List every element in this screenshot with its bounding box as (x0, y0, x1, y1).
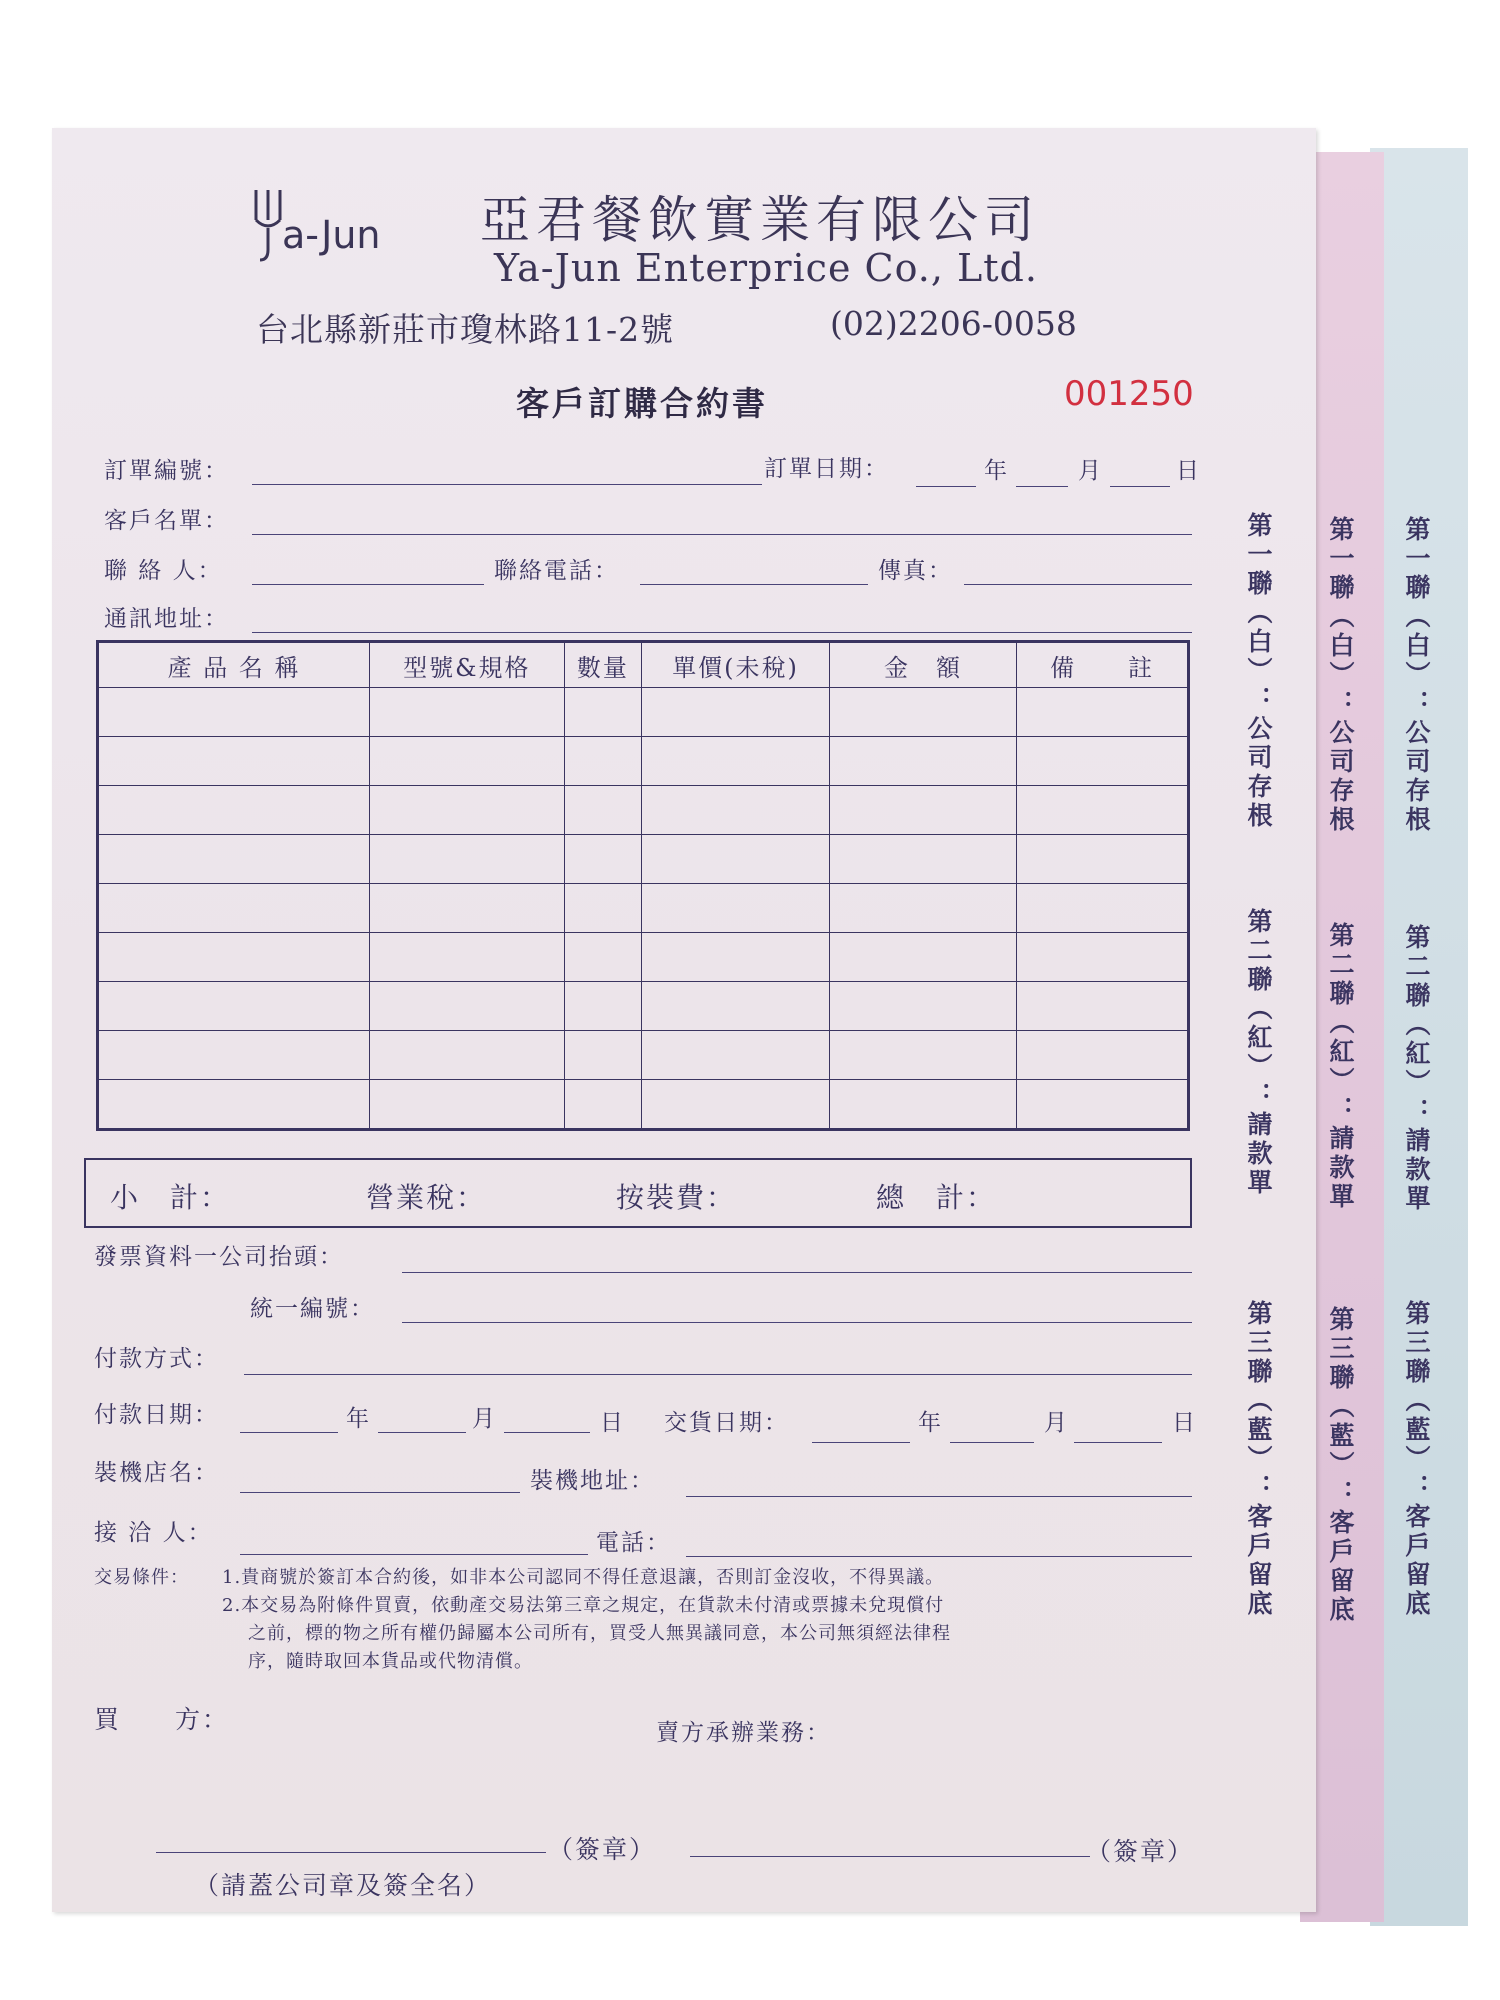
terms-item-2-line-3: 序，隨時取回本貨品或代物清償。 (248, 1651, 533, 1672)
table-cell[interactable] (564, 835, 642, 884)
month-label: 月 (1078, 458, 1103, 484)
totals-box (84, 1158, 1192, 1228)
fax-label: 傳真： (878, 558, 953, 584)
table-cell[interactable] (642, 884, 829, 933)
address-label: 通訊地址： (104, 606, 229, 632)
table-cell[interactable] (98, 737, 370, 786)
order-no-label: 訂單編號： (104, 458, 229, 484)
install-store-field[interactable] (240, 1492, 520, 1493)
company-name-cn: 亞君餐飲實業有限公司 (480, 191, 1040, 249)
logo-text: a-Jun (282, 213, 381, 257)
table-cell[interactable] (829, 835, 1017, 884)
company-phone: (02)2206-0058 (830, 304, 1077, 343)
table-cell[interactable] (829, 1031, 1017, 1080)
table-cell[interactable] (564, 1080, 642, 1130)
table-cell[interactable] (1017, 1031, 1189, 1080)
install-phone-label: 電話： (596, 1530, 671, 1556)
table-row (98, 737, 1189, 786)
delivery-month-field[interactable] (950, 1442, 1034, 1443)
serial-number: 001250 (1064, 374, 1194, 414)
table-cell[interactable] (98, 688, 370, 737)
items-table (96, 640, 1190, 1131)
install-address-field[interactable] (686, 1496, 1192, 1497)
table-cell[interactable] (98, 1031, 370, 1080)
table-cell[interactable] (370, 982, 564, 1031)
table-cell[interactable] (829, 982, 1017, 1031)
buyer-signature-line[interactable] (156, 1852, 546, 1853)
table-cell[interactable] (1017, 982, 1189, 1031)
customer-label: 客戶名單： (104, 508, 229, 534)
invoice-company-label: 發票資料一公司抬頭： (94, 1244, 344, 1270)
table-cell[interactable] (370, 737, 564, 786)
order-date-day-field[interactable] (1110, 486, 1170, 487)
table-cell[interactable] (829, 786, 1017, 835)
table-cell[interactable] (564, 884, 642, 933)
table-cell[interactable] (370, 688, 564, 737)
table-header-row (98, 642, 1189, 688)
delivery-date-label: 交貨日期： (664, 1410, 789, 1436)
table-cell[interactable] (370, 1031, 564, 1080)
table-cell[interactable] (1017, 688, 1189, 737)
table-cell[interactable] (642, 1031, 829, 1080)
table-cell[interactable] (1017, 933, 1189, 982)
company-address: 台北縣新莊市瓊林路11-2號 (256, 310, 675, 349)
terms-item-2-line-2: 之前，標的物之所有權仍歸屬本公司所有，買受人無異議同意，本公司無須經法律程 (248, 1623, 951, 1644)
order-no-field[interactable] (252, 484, 762, 485)
table-cell[interactable] (98, 835, 370, 884)
delivery-day-label: 日 (1172, 1410, 1197, 1436)
table-cell[interactable] (98, 982, 370, 1031)
table-cell[interactable] (564, 982, 642, 1031)
delivery-year-label: 年 (918, 1410, 943, 1436)
payment-date-label: 付款日期： (94, 1402, 219, 1428)
table-row (98, 884, 1189, 933)
table-row (98, 835, 1189, 884)
table-cell[interactable] (642, 786, 829, 835)
form-title: 客戶訂購合約書 (516, 384, 768, 423)
copy1-note-main: 第一聯（白）：公司存根 (1244, 512, 1273, 831)
contact-label: 聯 絡 人： (104, 558, 223, 584)
copy2-note-pink: 第二聯（紅）：請款單 (1326, 922, 1355, 1212)
payment-year-label: 年 (346, 1406, 371, 1432)
table-cell[interactable] (642, 982, 829, 1031)
install-fee-label: 按裝費： (616, 1181, 737, 1214)
payment-month-label: 月 (472, 1406, 497, 1432)
table-cell[interactable] (564, 1031, 642, 1080)
seller-label: 賣方承辦業務： (656, 1720, 831, 1746)
col-quantity: 數量 (564, 642, 642, 688)
terms-item-2-line-1: 2.本交易為附條件買賣，依動產交易法第三章之規定，在貨款未付清或票據未兌現償付 (222, 1595, 945, 1616)
customer-field[interactable] (252, 534, 1192, 535)
table-row (98, 982, 1189, 1031)
table-cell[interactable] (564, 933, 642, 982)
tax-id-label: 統一編號： (250, 1296, 375, 1322)
company-logo (246, 180, 446, 270)
order-date-label: 訂單日期： (764, 456, 889, 482)
col-product-name: 產 品 名 稱 (98, 642, 370, 688)
table-cell[interactable] (370, 1080, 564, 1130)
copy1-note-blue: 第一聯（白）：公司存根 (1402, 516, 1431, 835)
copy3-note-main: 第三聯（藍）：客戶留底 (1244, 1300, 1273, 1619)
total-label: 總 計： (876, 1181, 997, 1214)
payment-method-field[interactable] (244, 1374, 1192, 1375)
contact-phone-label: 聯絡電話： (494, 558, 619, 584)
buyer-label: 買 方： (94, 1705, 230, 1734)
table-row (98, 786, 1189, 835)
table-cell[interactable] (370, 835, 564, 884)
table-cell[interactable] (370, 786, 564, 835)
table-row (98, 1080, 1189, 1130)
col-amount: 金 額 (829, 642, 1017, 688)
table-cell[interactable] (98, 884, 370, 933)
table-cell[interactable] (642, 737, 829, 786)
year-label: 年 (984, 458, 1009, 484)
table-cell[interactable] (98, 933, 370, 982)
delivery-year-field[interactable] (812, 1442, 910, 1443)
address-field[interactable] (252, 632, 1192, 633)
table-cell[interactable] (642, 835, 829, 884)
tax-id-field[interactable] (402, 1322, 1192, 1323)
copy1-note-pink: 第一聯（白）：公司存根 (1326, 516, 1355, 835)
table-cell[interactable] (564, 786, 642, 835)
table-cell[interactable] (370, 933, 564, 982)
seller-signature-line[interactable] (690, 1856, 1090, 1857)
table-cell[interactable] (1017, 1080, 1189, 1130)
table-cell[interactable] (829, 737, 1017, 786)
col-model-spec: 型號&規格 (370, 642, 564, 688)
terms-label: 交易條件： (94, 1567, 189, 1588)
col-unit-price: 單價(未稅) (642, 642, 829, 688)
table-cell[interactable] (829, 884, 1017, 933)
col-remarks: 備 註 (1017, 642, 1189, 688)
table-cell[interactable] (564, 688, 642, 737)
install-address-label: 裝機地址： (530, 1468, 655, 1494)
contact-person-label: 接 洽 人： (94, 1520, 213, 1546)
subtotal-label: 小 計： (110, 1181, 231, 1214)
table-cell[interactable] (642, 933, 829, 982)
order-date-year-field[interactable] (916, 486, 976, 487)
contact-person-field[interactable] (240, 1554, 588, 1555)
buyer-sign-label: （簽章） (548, 1835, 657, 1864)
table-cell[interactable] (98, 1080, 370, 1130)
payment-year-field[interactable] (240, 1432, 338, 1433)
day-label: 日 (1176, 458, 1201, 484)
table-cell[interactable] (829, 1080, 1017, 1130)
delivery-month-label: 月 (1044, 1410, 1069, 1436)
payment-method-label: 付款方式： (94, 1346, 219, 1372)
table-cell[interactable] (829, 933, 1017, 982)
company-name-en: Ya-Jun Enterprice Co., Ltd. (494, 246, 1038, 290)
table-row (98, 688, 1189, 737)
table-row (98, 1031, 1189, 1080)
table-cell[interactable] (1017, 884, 1189, 933)
order-date-month-field[interactable] (1016, 486, 1068, 487)
table-cell[interactable] (1017, 737, 1189, 786)
contact-field[interactable] (252, 584, 484, 585)
terms-item-1: 1.貴商號於簽訂本合約後，如非本公司認同不得任意退讓，否則訂金沒收，不得異議。 (222, 1567, 945, 1588)
copy2-note-main: 第二聯（紅）：請款單 (1244, 908, 1273, 1198)
invoice-company-field[interactable] (402, 1272, 1192, 1273)
payment-day-field[interactable] (504, 1432, 590, 1433)
payment-day-label: 日 (600, 1410, 625, 1436)
table-cell[interactable] (564, 737, 642, 786)
copy3-note-pink: 第三聯（藍）：客戶留底 (1326, 1306, 1355, 1625)
payment-month-field[interactable] (378, 1432, 466, 1433)
table-cell[interactable] (1017, 786, 1189, 835)
seller-sign-label: （簽章） (1086, 1837, 1195, 1866)
install-phone-field[interactable] (686, 1556, 1192, 1557)
table-cell[interactable] (98, 786, 370, 835)
table-row (98, 933, 1189, 982)
table-cell[interactable] (370, 884, 564, 933)
tax-label: 營業稅： (366, 1181, 487, 1214)
install-store-label: 裝機店名： (94, 1460, 219, 1486)
fax-field[interactable] (964, 584, 1192, 585)
table-cell[interactable] (1017, 835, 1189, 884)
contact-phone-field[interactable] (640, 584, 868, 585)
table-cell[interactable] (642, 688, 829, 737)
delivery-day-field[interactable] (1074, 1442, 1162, 1443)
table-cell[interactable] (642, 1080, 829, 1130)
copy2-note-blue: 第二聯（紅）：請款單 (1402, 924, 1431, 1214)
copy3-note-blue: 第三聯（藍）：客戶留底 (1402, 1300, 1431, 1619)
signature-note: （請蓋公司章及簽全名） (194, 1871, 492, 1900)
table-cell[interactable] (829, 688, 1017, 737)
